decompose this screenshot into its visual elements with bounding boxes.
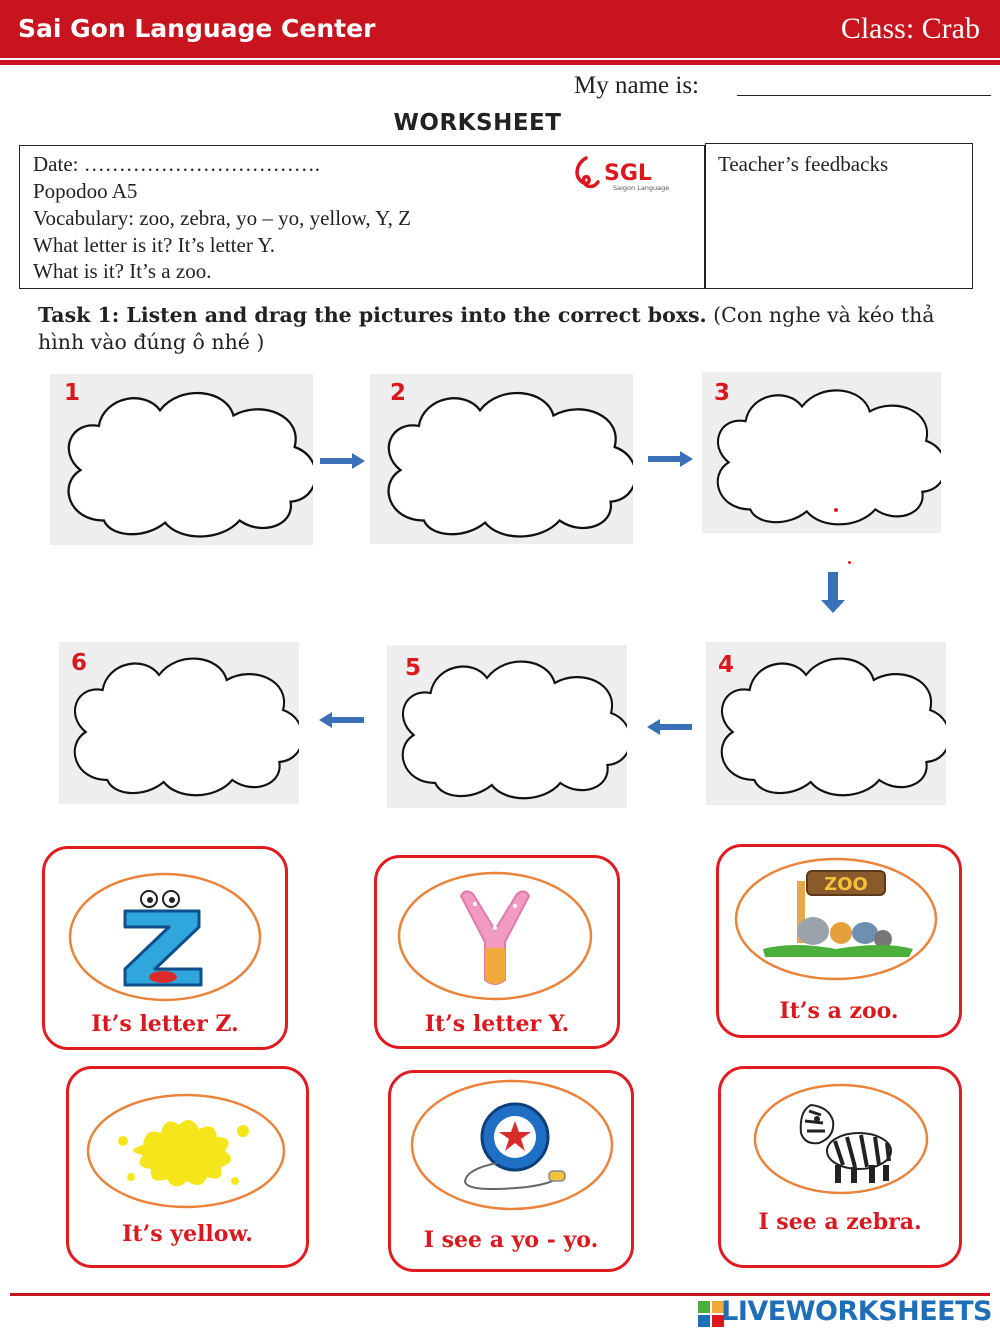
drop-zone-6[interactable] (59, 642, 299, 804)
vocabulary-line: Vocabulary: zoo, zebra, yo – yo, yellow, Y, Z (33, 206, 411, 230)
center-name: Sai Gon Language Center (18, 14, 376, 43)
drag-card-zoo[interactable] (716, 844, 962, 1038)
liveworksheets-icon (698, 1301, 724, 1327)
drop-zone-5[interactable] (387, 645, 627, 808)
arrow-right-icon (320, 452, 366, 470)
arrow-left-icon (646, 718, 692, 736)
name-field[interactable] (737, 95, 991, 96)
card-caption: It’s yellow. (122, 1221, 253, 1247)
drag-card-yellow[interactable] (66, 1066, 309, 1268)
logo-text: SGL (604, 161, 652, 186)
zone-number: 6 (71, 650, 88, 676)
zone-number: 4 (718, 652, 735, 678)
drop-zone-3[interactable] (702, 372, 941, 533)
red-dot (848, 561, 851, 564)
drop-zone-1[interactable] (50, 374, 313, 545)
drag-card-zebra[interactable] (718, 1066, 962, 1268)
logo-subtext: Saigon Language (613, 184, 670, 192)
feedback-label: Teacher’s feedbacks (718, 152, 889, 176)
zoo-sign-text: ZOO (824, 874, 868, 895)
drag-card-yoyo[interactable] (388, 1070, 634, 1272)
header-underline (0, 60, 1000, 65)
sgl-logo (572, 152, 682, 196)
arrow-right-icon (648, 450, 694, 468)
question-line-2: What is it? It’s a zoo. (33, 259, 212, 283)
red-dot (834, 508, 838, 512)
card-caption: It’s a zoo. (779, 998, 899, 1024)
worksheet-title: WORKSHEET (393, 110, 562, 136)
zebra-icon (751, 1081, 931, 1197)
card-caption: It’s letter Z. (91, 1011, 239, 1037)
card-caption: I see a yo - yo. (423, 1227, 599, 1253)
date-line: Date: ……………………………. (33, 152, 320, 176)
arrow-down-icon (820, 572, 846, 614)
drop-zone-4[interactable] (706, 642, 946, 805)
zone-number: 5 (405, 655, 422, 681)
question-line-1: What letter is it? It’s letter Y. (33, 233, 276, 257)
zone-number: 3 (714, 380, 731, 406)
zone-number: 2 (390, 380, 407, 406)
book-line: Popodoo A5 (33, 179, 138, 203)
yellow-splash-icon (83, 1089, 289, 1213)
drag-card-letter-y[interactable] (374, 855, 620, 1049)
liveworksheets-brand[interactable]: LIVEWORKSHEETS (721, 1296, 992, 1327)
card-caption: It’s letter Y. (424, 1011, 570, 1037)
task-instruction-note: (Con nghe và kéo thả hình vào đúng ô nhé ) (38, 303, 935, 354)
card-caption: I see a zebra. (758, 1209, 922, 1235)
letter-z-icon (67, 871, 263, 1003)
task-instruction (38, 302, 958, 356)
letter-y-icon (395, 868, 595, 1006)
zone-number: 1 (64, 380, 81, 406)
task-instruction-bold: Task 1: Listen and drag the pictures into the correct boxs. (38, 303, 707, 327)
name-label: My name is: (574, 72, 699, 99)
class-name: Class: Crab (840, 12, 980, 45)
yoyo-icon (407, 1077, 617, 1211)
zoo-icon (733, 853, 939, 983)
drag-card-letter-z[interactable] (42, 846, 288, 1050)
arrow-left-icon (318, 711, 364, 729)
drop-zone-2[interactable] (370, 374, 633, 544)
